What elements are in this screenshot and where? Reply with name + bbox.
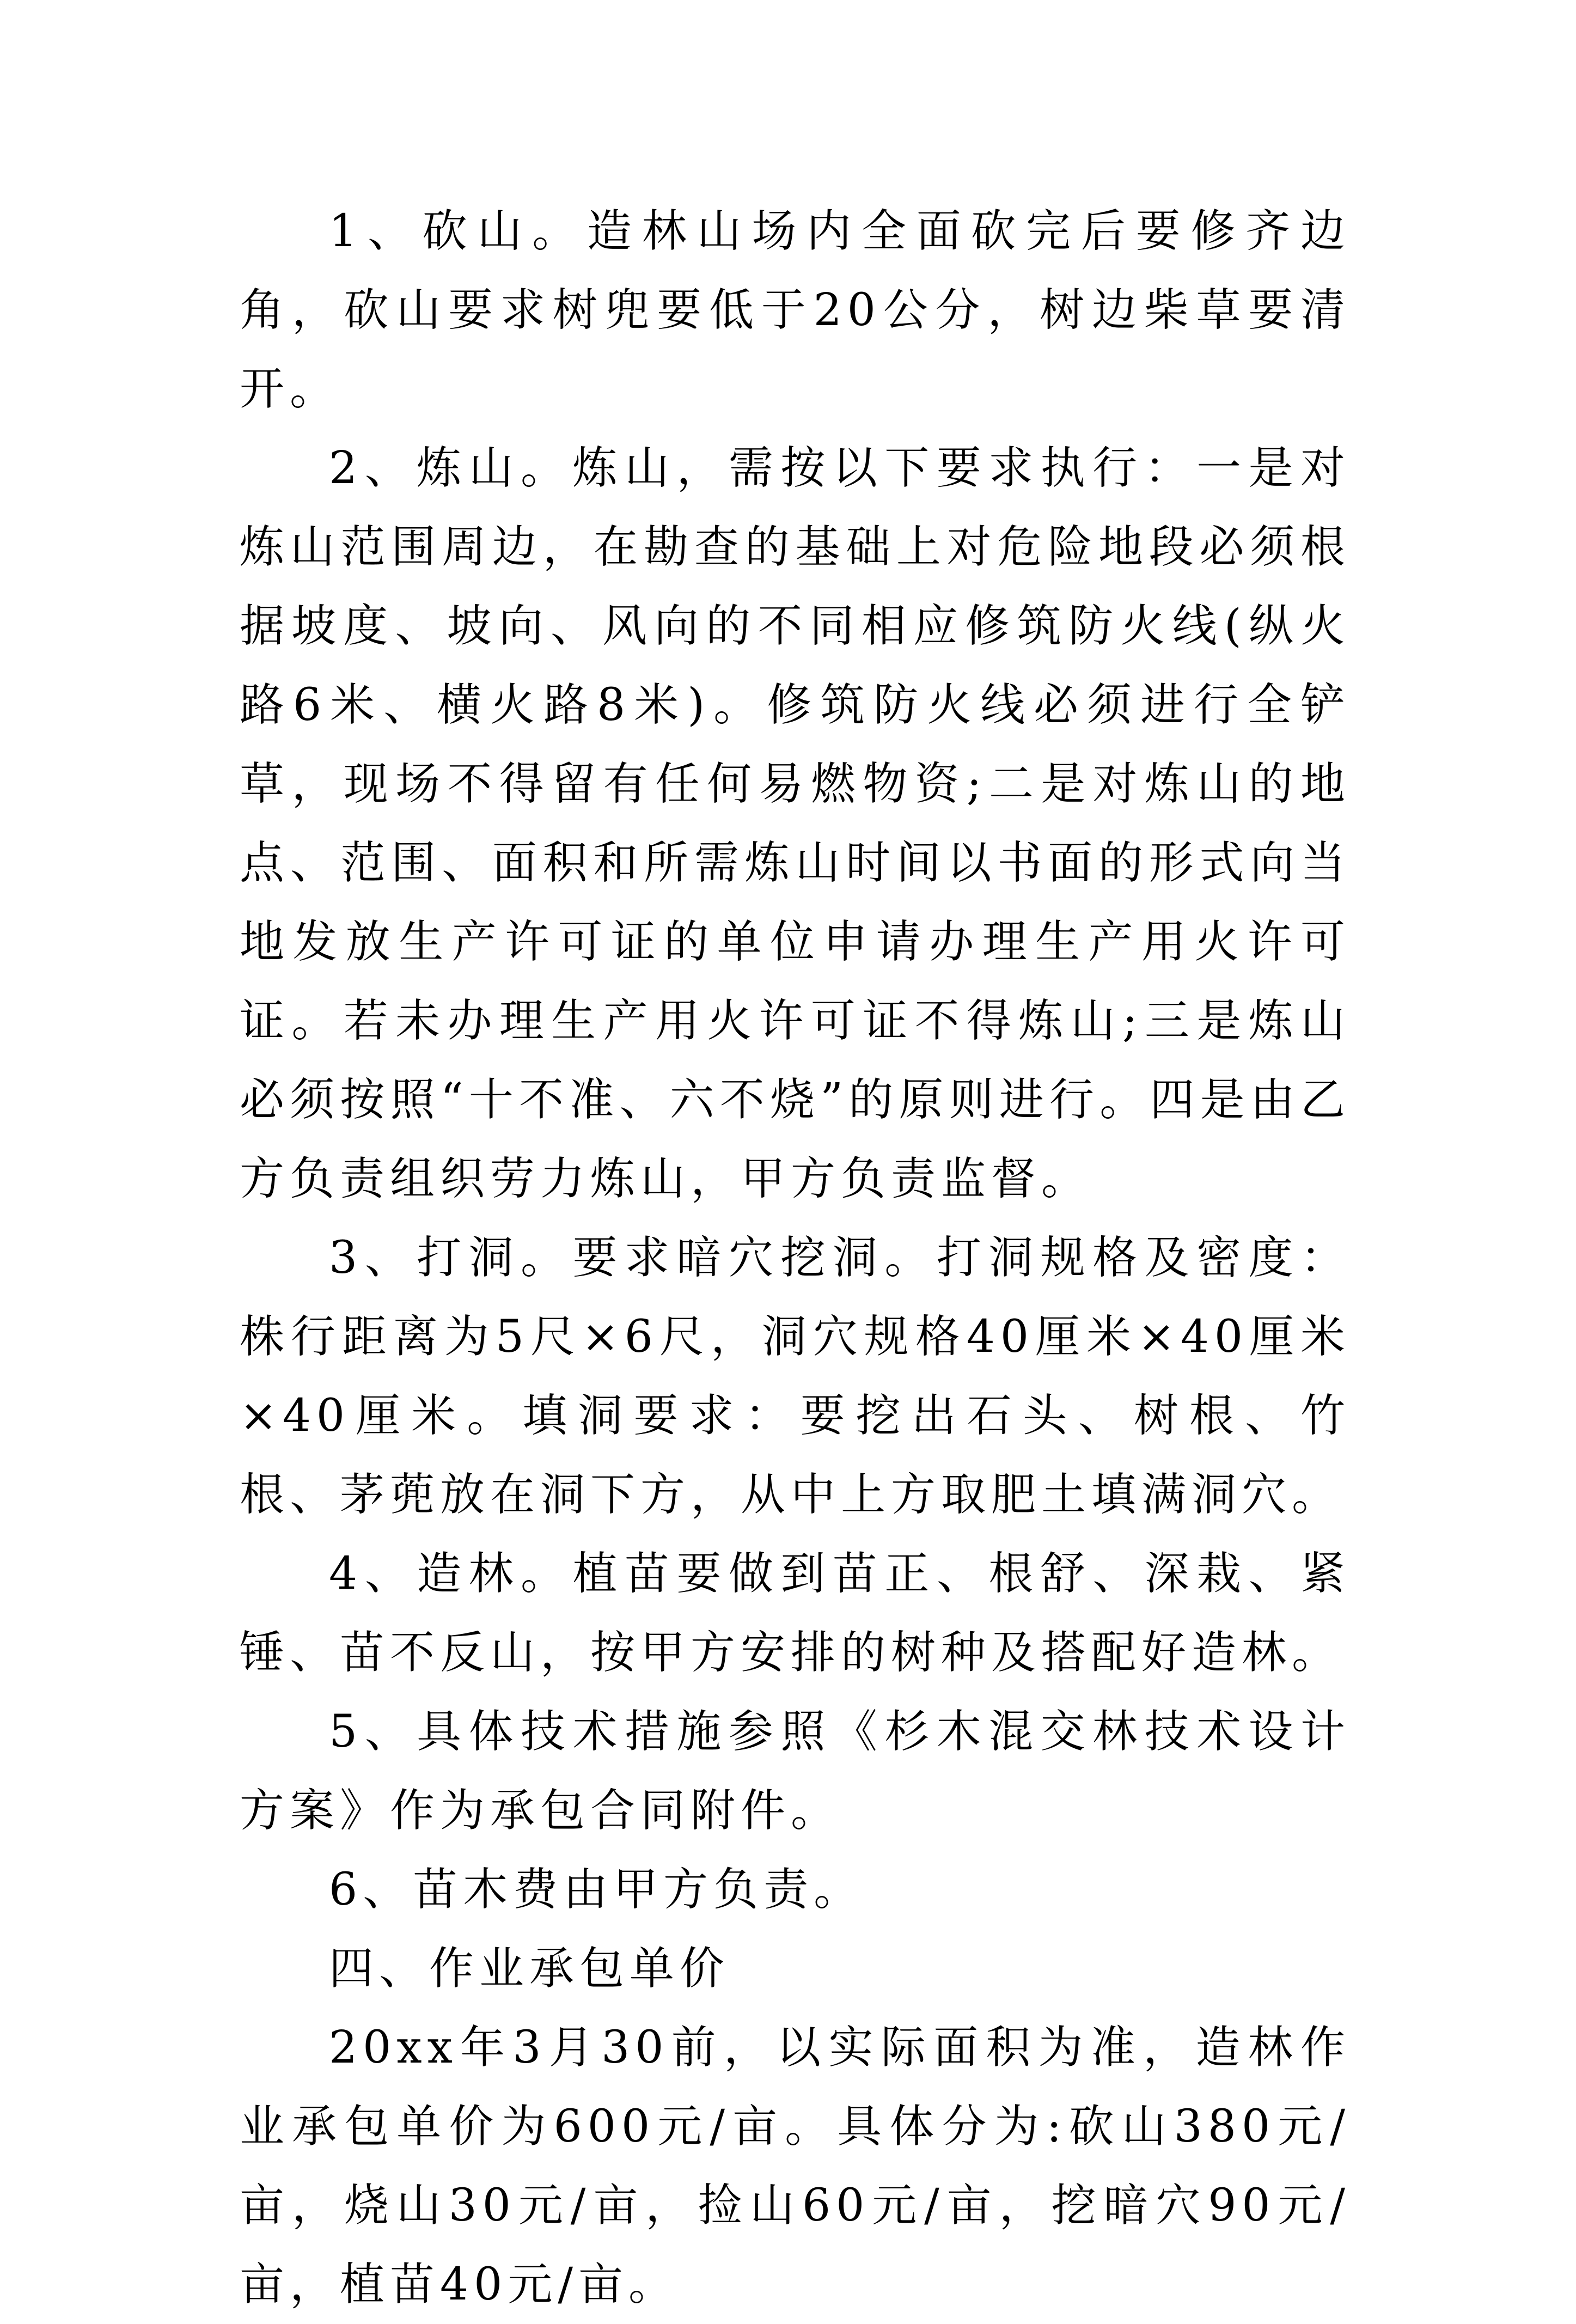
paragraph-unit-price-details: 20xx年3月30前，以实际面积为准，造林作业承包单价为600元/亩。具体分为:砍山380元/亩，烧山30元/亩，捡山60元/亩，挖暗穴90元/亩，植苗40元/亩。 [240, 2022, 1351, 2310]
paragraph-6-seedling-cost: 6、苗木费由甲方负责。 [329, 1864, 864, 1916]
paragraph-3-digging: 3、打洞。要求暗穴挖洞。打洞规格及密度：株行距离为5尺×6尺，洞穴规格40厘米×40厘米×40厘米。填洞要求：要挖出石头、树根、竹根、茅蔸放在洞下方，从中上方取肥土填满洞穴。 [240, 1232, 1351, 1521]
paragraph-1-cutting: 1、砍山。造林山场内全面砍完后要修齐边角，砍山要求树兜要低于20公分，树边柴草要清开。 [240, 205, 1351, 415]
paragraph-2-burning: 2、炼山。炼山，需按以下要求执行：一是对炼山范围周边，在勘查的基础上对危险地段必须根据坡度、坡向、风向的不同相应修筑防火线(纵火路6米、横火路8米)。修筑防火线必须进行全铲草，现场不得留有任何易燃物资;二是对炼山的地点、范围、面积和所需炼山时间以书面的形式向当地发放生产许可证的单位申请办理生产用火许可证。若未办理生产用火许可证不得炼山;三是炼山必须按照“十不准、六不烧”的原则进行。四是由乙方负责组织劳力炼山，甲方负责监督。 [240, 442, 1351, 1205]
section-heading-unit-price: 四、作业承包单价 [329, 1943, 730, 1994]
paragraph-5-technical-measures: 5、具体技术措施参照《杉木混交林技术设计方案》作为承包合同附件。 [240, 1706, 1351, 1837]
paragraph-4-planting: 4、造林。植苗要做到苗正、根舒、深栽、紧锤、苗不反山，按甲方安排的树种及搭配好造林。 [240, 1548, 1351, 1679]
document-body [240, 192, 1351, 2324]
